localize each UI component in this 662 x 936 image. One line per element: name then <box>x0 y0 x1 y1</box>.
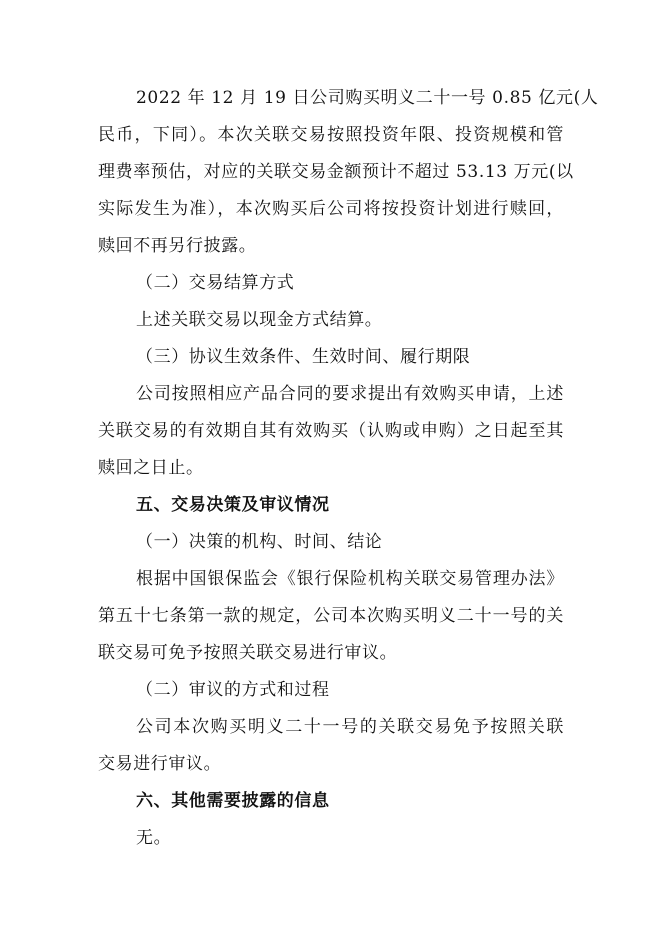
paragraph-line-terms-1: 公司按照相应产品合同的要求提出有效购买申请，上述 <box>136 384 564 404</box>
paragraph-line-purchase-3: 理费率预估，对应的关联交易金额预计不超过 53.13 万元(以 <box>98 162 574 182</box>
subheading-settlement: （二）交易结算方式 <box>136 273 295 293</box>
subheading-agreement-terms: （三）协议生效条件、生效时间、履行期限 <box>136 347 471 367</box>
paragraph-line-decision-3: 联交易可免予按照关联交易进行审议。 <box>98 643 398 663</box>
paragraph-line-review-1: 公司本次购买明义二十一号的关联交易免予按照关联 <box>136 717 564 737</box>
paragraph-line-none: 无。 <box>136 828 172 848</box>
section-heading-other-disclosure: 六、其他需要披露的信息 <box>136 791 330 811</box>
section-heading-decision-review: 五、交易决策及审议情况 <box>136 495 330 515</box>
paragraph-line-purchase-1: 2022 年 12 月 19 日公司购买明义二十一号 0.85 亿元(人 <box>136 88 599 108</box>
paragraph-line-purchase-2: 民币，下同）。本次关联交易按照投资年限、投资规模和管 <box>98 125 564 145</box>
paragraph-line-purchase-4: 实际发生为准），本次购买后公司将按投资计划进行赎回， <box>98 199 564 219</box>
paragraph-line-review-2: 交易进行审议。 <box>98 754 222 774</box>
paragraph-line-settlement: 上述关联交易以现金方式结算。 <box>136 310 383 330</box>
paragraph-line-terms-3: 赎回之日止。 <box>98 458 204 478</box>
paragraph-line-purchase-5: 赎回不再另行披露。 <box>98 236 257 256</box>
subheading-review-method: （二）审议的方式和过程 <box>136 680 330 700</box>
subheading-decision-body: （一）决策的机构、时间、结论 <box>136 532 383 552</box>
paragraph-line-terms-2: 关联交易的有效期自其有效购买（认购或申购）之日起至其 <box>98 421 564 441</box>
paragraph-line-decision-1: 根据中国银保监会《银行保险机构关联交易管理办法》 <box>136 569 564 589</box>
paragraph-line-decision-2: 第五十七条第一款的规定，公司本次购买明义二十一号的关 <box>98 606 564 626</box>
